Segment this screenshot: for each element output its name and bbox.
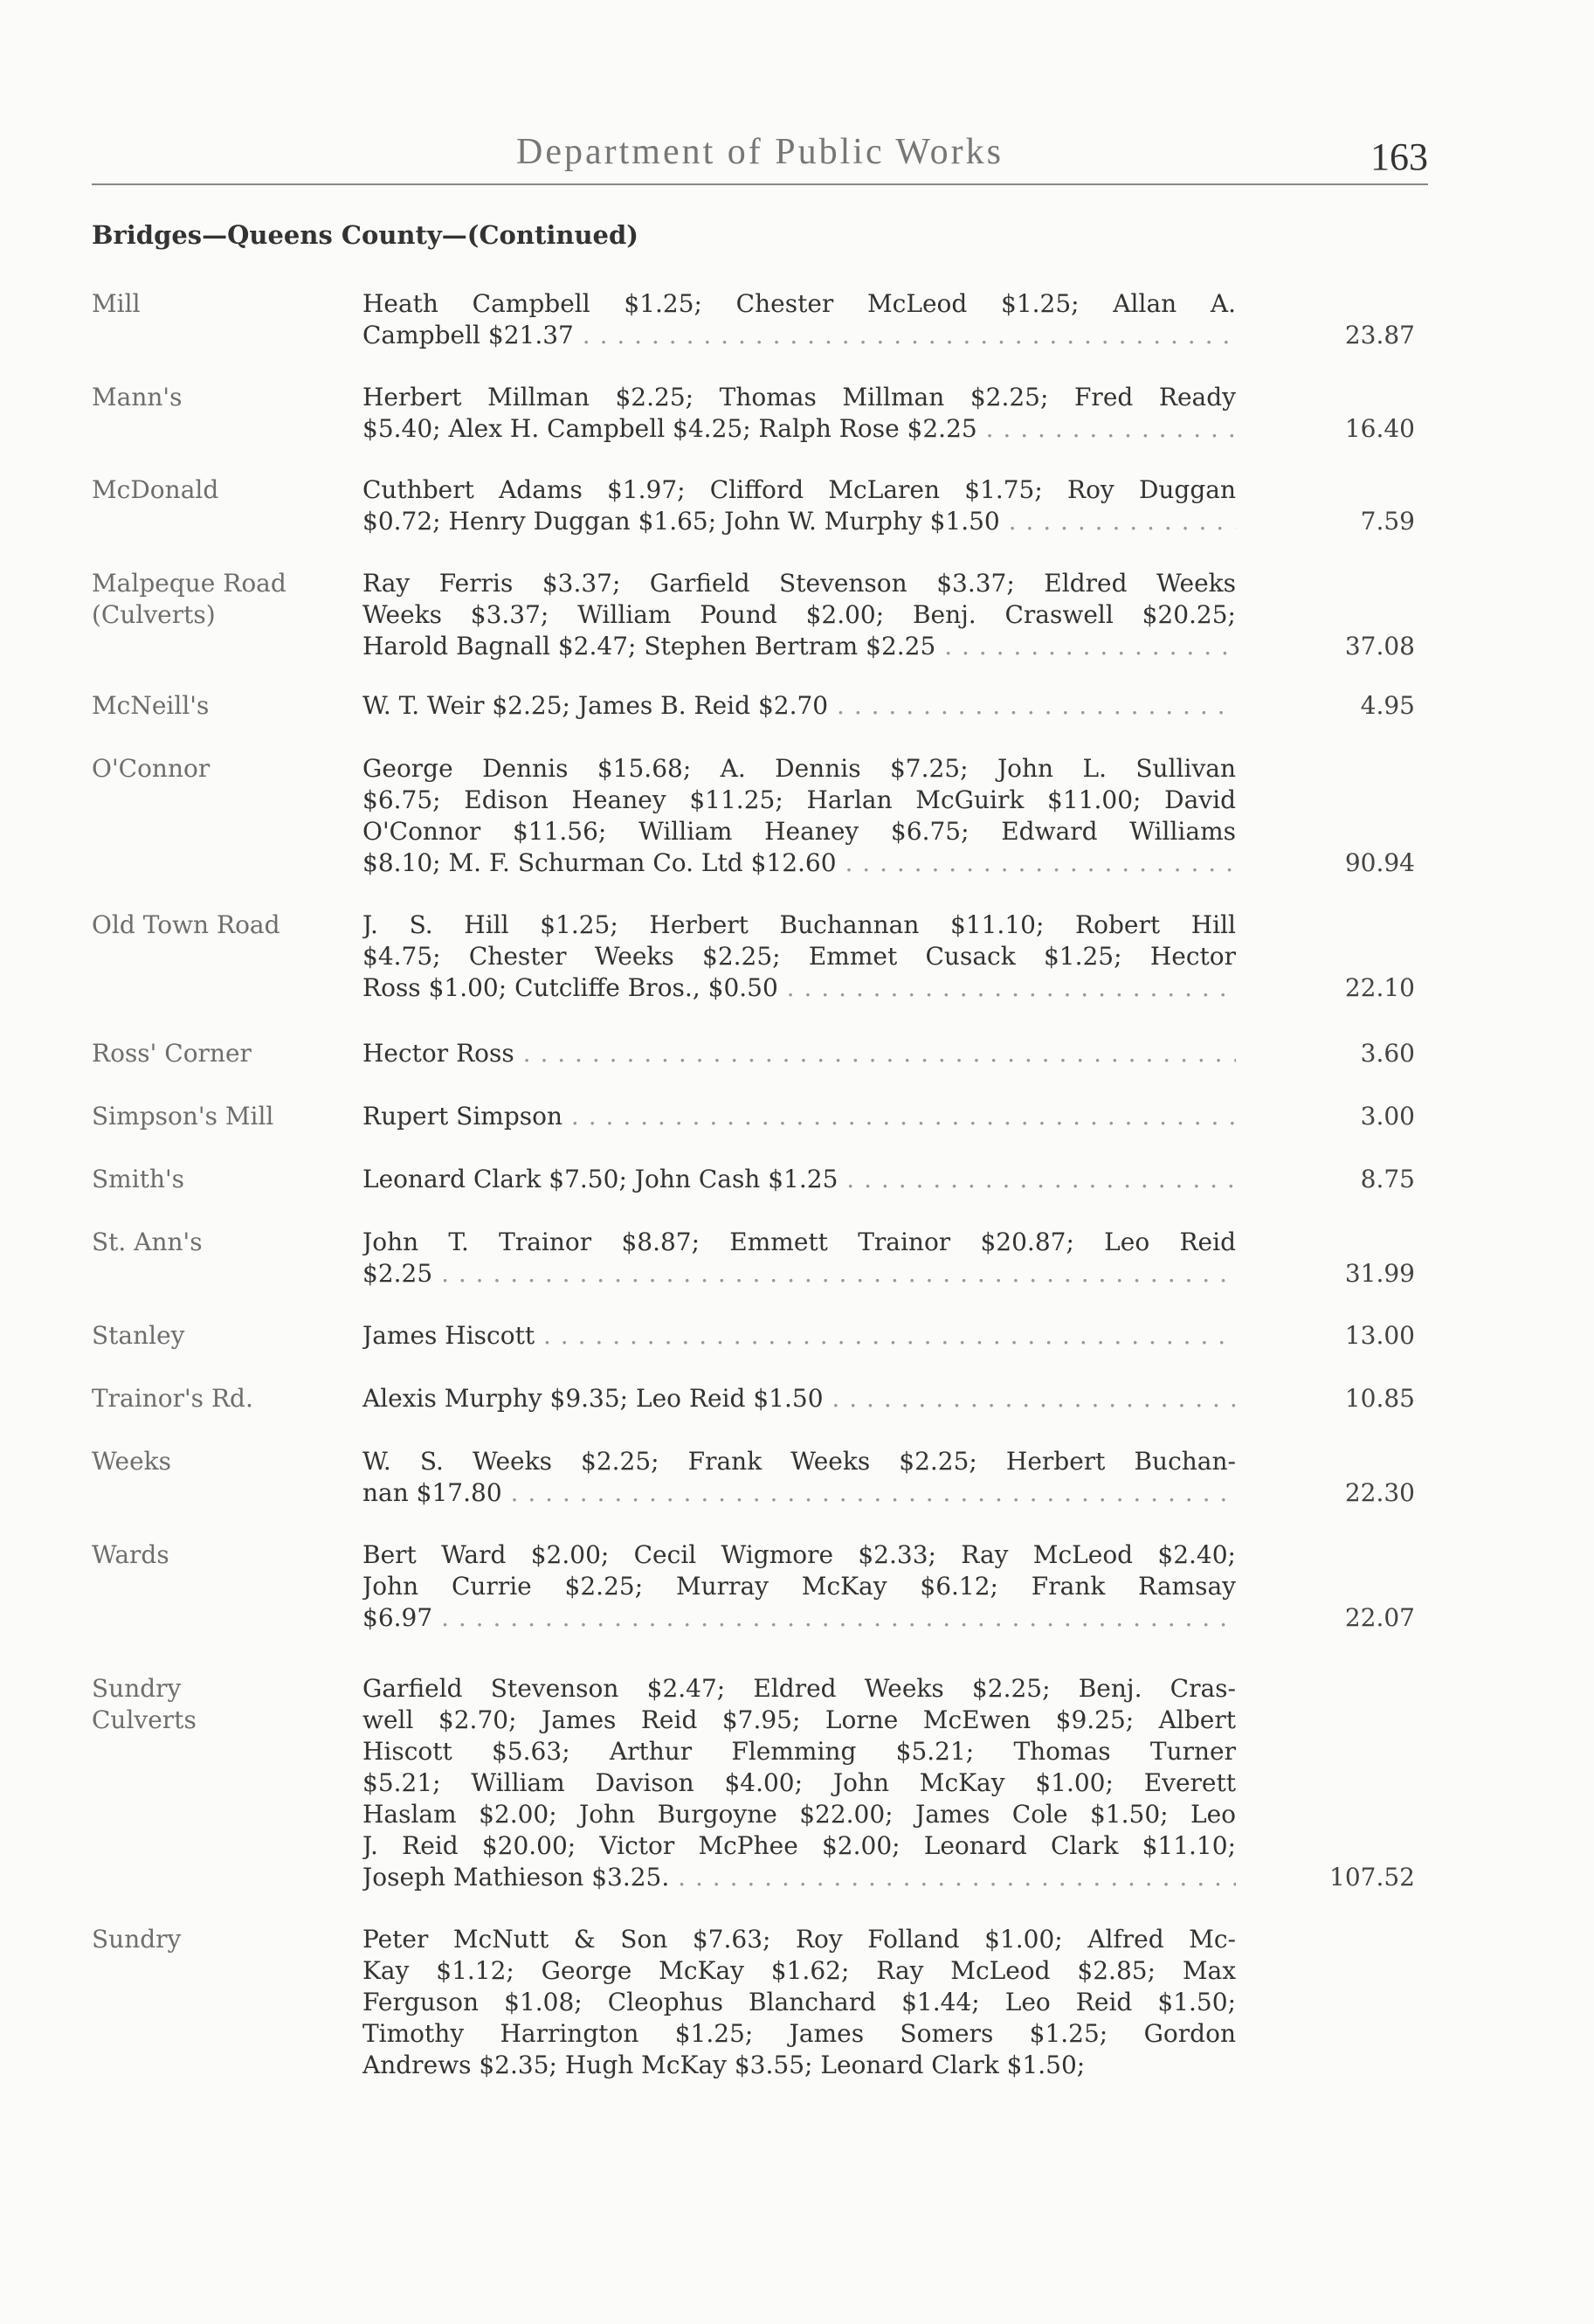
payee-line: $0.72; Henry Duggan $1.65; John W. Murphy $1.50 . . . — [362, 506, 1236, 537]
entry-total: 107.52 — [1329, 1863, 1415, 1892]
payee-line: $5.40; Alex H. Campbell $4.25; Ralph Rose $2.25 . . . — [362, 413, 1236, 445]
payee-line: John T. Trainor $8.87; Emmett Trainor $20.87; Leo Reid — [362, 1228, 1236, 1256]
place-line: Old Town Road — [92, 910, 280, 939]
entry-place — [92, 1673, 354, 1736]
entry-payees — [362, 1539, 1236, 1634]
payee-line: Kay $1.12; George McKay $1.62; Ray McLeod $2.85; Max — [362, 1956, 1236, 1985]
place-line: Mill — [92, 289, 141, 318]
entry-payees — [362, 1673, 1236, 1893]
payee-line: $8.10; M. F. Schurman Co. Ltd $12.60 . . . — [362, 847, 1236, 879]
entry-payees — [362, 568, 1236, 662]
payee-line: George Dennis $15.68; A. Dennis $7.25; John L. Sullivan — [362, 754, 1236, 783]
entry-place — [92, 1924, 354, 1955]
place-line: Sundry — [92, 1674, 182, 1703]
payee-line: Herbert Millman $2.25; Thomas Millman $2.25; Fred Ready — [362, 383, 1236, 412]
payee-line: $6.97 . . . — [362, 1602, 1236, 1634]
payee-line: $2.25 . . . — [362, 1258, 1236, 1290]
entry-place — [92, 1038, 354, 1069]
entry-payees — [362, 1227, 1236, 1290]
entry-total: 31.99 — [1344, 1259, 1415, 1288]
entry-payees — [362, 1383, 1236, 1414]
place-line: Mann's — [92, 383, 183, 412]
entry-total: 22.30 — [1344, 1478, 1415, 1507]
entry-place — [92, 382, 354, 413]
entry-payees — [362, 474, 1236, 537]
entry-place — [92, 690, 354, 722]
payee-line: Cuthbert Adams $1.97; Clifford McLaren $1.75; Roy Duggan — [362, 475, 1236, 504]
header-rule — [92, 183, 1428, 185]
payee-line: Heath Campbell $1.25; Chester McLeod $1.25; Allan A. — [362, 289, 1236, 318]
entry-total: 13.00 — [1344, 1321, 1415, 1350]
payee-line: Bert Ward $2.00; Cecil Wigmore $2.33; Ray McLeod $2.40; — [362, 1540, 1236, 1569]
place-line: McDonald — [92, 475, 219, 504]
place-line: St. Ann's — [92, 1228, 203, 1256]
entry-total: 16.40 — [1344, 414, 1415, 443]
entry-total: 22.10 — [1344, 973, 1415, 1002]
payee-line: Garfield Stevenson $2.47; Eldred Weeks $2.25; Benj. Cras- — [362, 1674, 1236, 1703]
entry-payees — [362, 1038, 1236, 1069]
place-line: (Culverts) — [92, 600, 216, 629]
payee-line: Ross $1.00; Cutcliffe Bros., $0.50 . . . — [362, 972, 1236, 1004]
payee-line: Alexis Murphy $9.35; Leo Reid $1.50 . . . — [362, 1383, 1236, 1414]
place-line: Ross' Corner — [92, 1039, 252, 1068]
entry-payees — [362, 1924, 1236, 2081]
payee-line: $6.75; Edison Heaney $11.25; Harlan McGuirk $11.00; David — [362, 785, 1236, 814]
entry-payees — [362, 1101, 1236, 1132]
entry-place — [92, 910, 354, 941]
entry-total: 10.85 — [1344, 1384, 1415, 1413]
payee-line: $5.21; William Davison $4.00; John McKay $1.00; Everett — [362, 1768, 1236, 1797]
payee-line: J. S. Hill $1.25; Herbert Buchannan $11.10; Robert Hill — [362, 910, 1236, 939]
payee-line: John Currie $2.25; Murray McKay $6.12; Frank Ramsay — [362, 1572, 1236, 1601]
entry-payees — [362, 753, 1236, 879]
entry-total: 3.00 — [1360, 1102, 1415, 1131]
payee-line: Timothy Harrington $1.25; James Somers $1.25; Gordon — [362, 2019, 1236, 2048]
entry-place — [92, 1539, 354, 1571]
entry-place — [92, 753, 354, 785]
entry-payees — [362, 382, 1236, 445]
page-header — [92, 131, 1428, 192]
place-line: McNeill's — [92, 691, 210, 720]
place-line: Malpeque Road — [92, 569, 286, 598]
place-line: Trainor's Rd. — [92, 1384, 253, 1413]
entry-total: 37.08 — [1344, 632, 1415, 661]
entry-total: 4.95 — [1360, 691, 1415, 720]
payee-line: Harold Bagnall $2.47; Stephen Bertram $2.25 . . . — [362, 631, 1236, 662]
payee-line: Leonard Clark $7.50; John Cash $1.25 . . . — [362, 1164, 1236, 1195]
place-line: Culverts — [92, 1705, 197, 1734]
payee-line: $4.75; Chester Weeks $2.25; Emmet Cusack $1.25; Hector — [362, 942, 1236, 971]
place-line: Wards — [92, 1540, 169, 1569]
entry-payees — [362, 690, 1236, 722]
entry-place — [92, 1164, 354, 1195]
payee-line: W. S. Weeks $2.25; Frank Weeks $2.25; Herbert Buchan- — [362, 1447, 1236, 1476]
payee-line: W. T. Weir $2.25; James B. Reid $2.70 . . . — [362, 690, 1236, 722]
payee-line: Weeks $3.37; William Pound $2.00; Benj. Craswell $20.25; — [362, 600, 1236, 629]
payee-line: Campbell $21.37 . . . — [362, 320, 1236, 351]
payee-line: Haslam $2.00; John Burgoyne $22.00; James Cole $1.50; Leo — [362, 1800, 1236, 1829]
place-line: Smith's — [92, 1165, 185, 1193]
entry-total: 7.59 — [1360, 507, 1415, 536]
payee-line: J. Reid $20.00; Victor McPhee $2.00; Leonard Clark $11.10; — [362, 1831, 1236, 1860]
section-heading: Bridges—Queens County—(Continued) — [92, 220, 638, 250]
entry-place — [92, 568, 354, 631]
entry-payees — [362, 1164, 1236, 1195]
place-line: Sundry — [92, 1925, 182, 1954]
entry-place — [92, 288, 354, 320]
entry-place — [92, 1446, 354, 1477]
payee-line: Ray Ferris $3.37; Garfield Stevenson $3.37; Eldred Weeks — [362, 569, 1236, 598]
payee-line: Ferguson $1.08; Cleophus Blanchard $1.44; Leo Reid $1.50; — [362, 1988, 1236, 2016]
entry-payees — [362, 288, 1236, 351]
entry-total: 22.07 — [1344, 1603, 1415, 1632]
payee-line: nan $17.80 . . . — [362, 1477, 1236, 1509]
payee-line: Peter McNutt & Son $7.63; Roy Folland $1.00; Alfred Mc- — [362, 1925, 1236, 1954]
entry-payees — [362, 910, 1236, 1004]
payee-line: Hiscott $5.63; Arthur Flemming $5.21; Thomas Turner — [362, 1737, 1236, 1766]
payee-line: Joseph Mathieson $3.25. . . . — [362, 1862, 1236, 1893]
entry-place — [92, 1320, 354, 1352]
place-line: Simpson's Mill — [92, 1102, 274, 1131]
entry-place — [92, 474, 354, 506]
page-number: 163 — [1370, 135, 1428, 178]
entry-place — [92, 1227, 354, 1258]
payee-line: James Hiscott . . . — [362, 1320, 1236, 1352]
payee-line: Rupert Simpson . . . — [362, 1101, 1236, 1132]
entry-total: 90.94 — [1344, 848, 1415, 877]
entry-place — [92, 1383, 354, 1414]
entry-total: 3.60 — [1360, 1039, 1415, 1068]
place-line: O'Connor — [92, 754, 210, 783]
payee-line: Hector Ross . . . — [362, 1038, 1236, 1069]
payee-line: Andrews $2.35; Hugh McKay $3.55; Leonard Clark $1.50; — [362, 2051, 1086, 2079]
entry-total: 23.87 — [1344, 321, 1415, 349]
running-title: Department of Public Works — [516, 132, 1004, 172]
entry-total: 8.75 — [1360, 1165, 1415, 1193]
payee-line: well $2.70; James Reid $7.95; Lorne McEwen $9.25; Albert — [362, 1705, 1236, 1734]
place-line: Stanley — [92, 1321, 185, 1350]
payee-line: O'Connor $11.56; William Heaney $6.75; Edward Williams — [362, 817, 1236, 846]
place-line: Weeks — [92, 1447, 171, 1476]
entry-payees — [362, 1446, 1236, 1509]
entry-place — [92, 1101, 354, 1132]
entry-payees — [362, 1320, 1236, 1352]
